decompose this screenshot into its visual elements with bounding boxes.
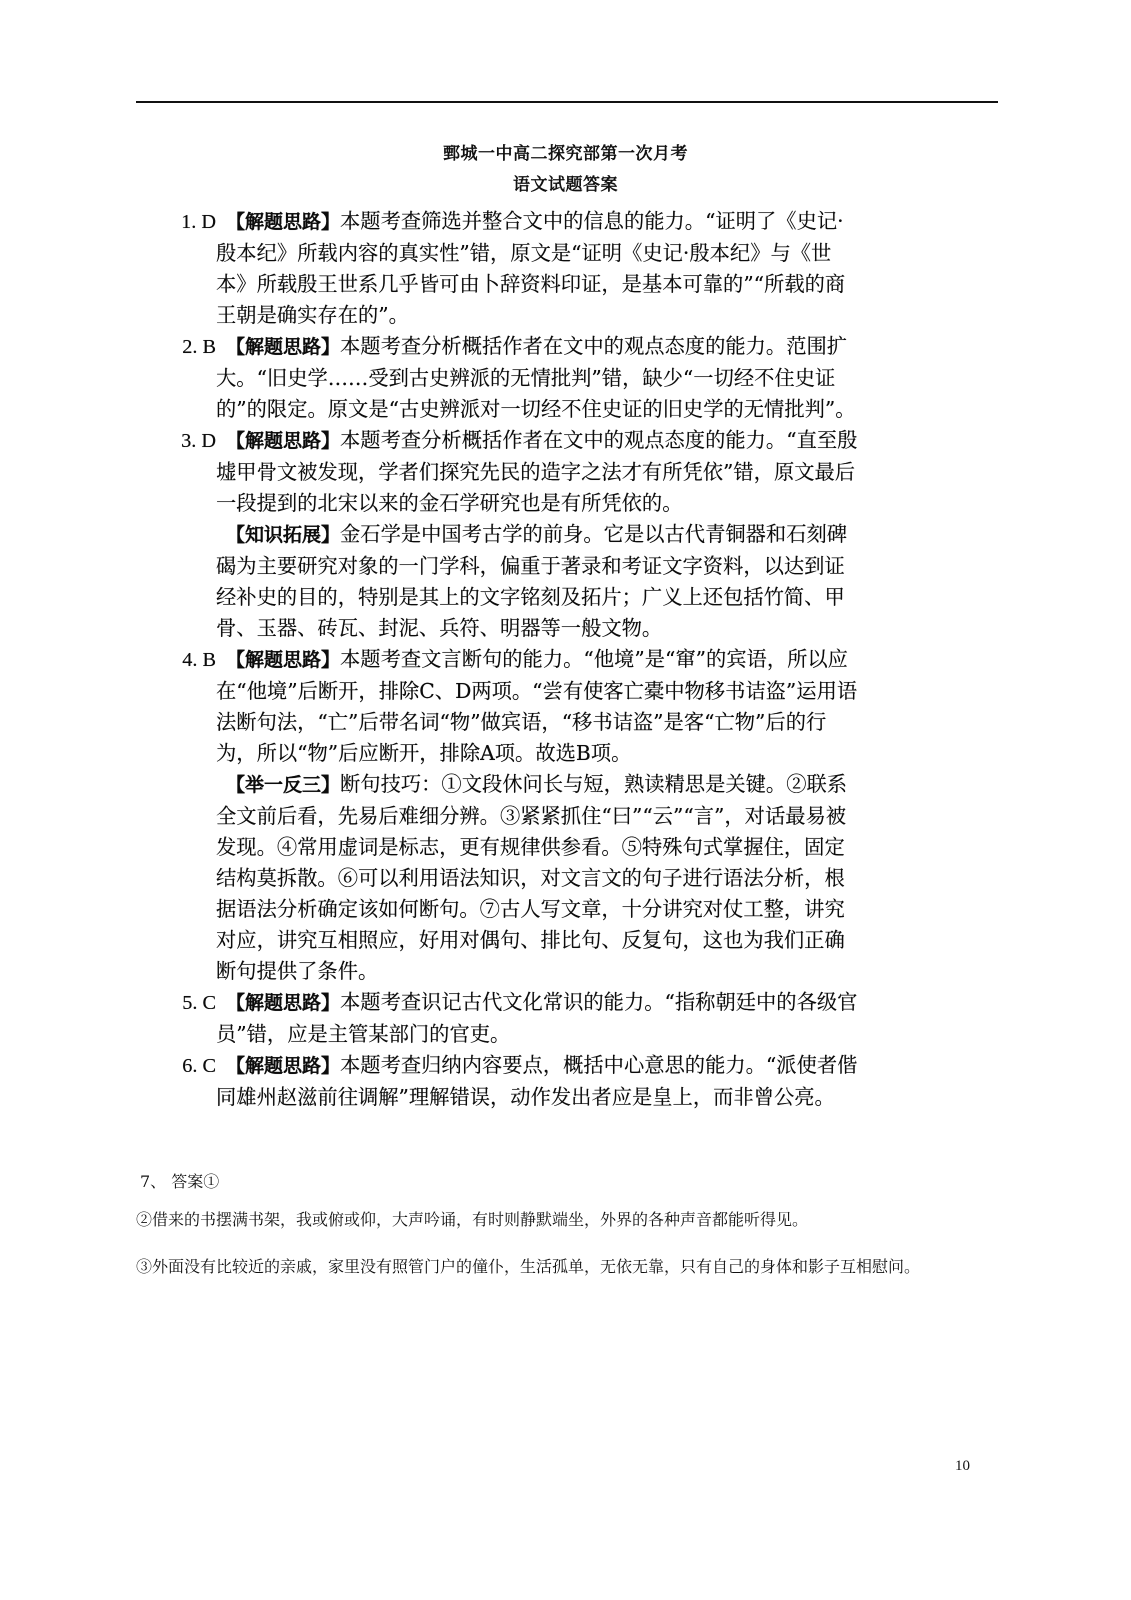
answer-text: 本题考查筛选并整合文中的信息的能力。“证明了《史记·殷本纪》所载内容的真实性”错，原文是“证明《史记·殷本纪》与《世本》所载殷王世系几乎皆可由卜辞资料印证，是基本可靠的”“所载的商王朝是确实存在的”。 [216,209,846,327]
answer-tag: 【解题思路】 [226,649,341,671]
answer-paragraph [136,206,858,331]
answer-paragraph [136,425,858,519]
page-number: 10 [955,1458,970,1474]
header-rule [136,101,998,103]
answer-tag: 【解题思路】 [226,992,341,1014]
answer-item-4 [136,644,858,987]
answer-number: 1. D [181,211,216,233]
answer-item-1 [136,206,858,331]
answer-tag: 【解题思路】 [226,211,341,233]
question-7-answer-2: ②借来的书摆满书架，我或俯或仰，大声吟诵，有时则静默端坐，外界的各种声音都能听得见。 [136,1210,809,1229]
answer-item-6 [136,1050,858,1113]
answer-paragraph [136,644,858,769]
tips-tag: 【举一反三】 [226,774,341,796]
document-subtitle: 语文试题答案 [513,175,618,195]
answer-number: 3. D [181,430,216,452]
answer-item-5 [136,987,858,1050]
answer-text: 本题考查分析概括作者在文中的观点态度的能力。范围扩大。“旧史学……受到古史辨派的无情批判”错，缺少“一切经不住史证的”的限定。原文是“古史辨派对一切经不住史证的旧史学的无情批判”。 [216,334,856,421]
answer-paragraph [136,987,858,1050]
answer-number: 2. B [182,336,216,358]
document-title: 鄄城一中高二探究部第一次月考 [443,144,688,164]
answer-number: 4. B [182,649,216,671]
answer-item-3 [136,425,858,644]
answer-paragraph [136,331,858,425]
answer-text: 本题考查识记古代文化常识的能力。“指称朝廷中的各级官员”错，应是主管某部门的官吏。 [216,990,858,1046]
answer-tag: 【解题思路】 [226,430,341,452]
answer-number: 5. C [182,992,216,1014]
answer-text: 本题考查文言断句的能力。“他境”是“窜”的宾语，所以应在“他境”后断开，排除C、D两项。“尝有使客亡橐中物移书诘盗”运用语法断句法，“亡”后带名词“物”做宾语，“移书诘盗”是客“亡物”后的行为，所以“物”后应断开，排除A项。故选B项。 [216,647,858,765]
extension-text: 金石学是中国考古学的前身。它是以古代青铜器和石刻碑碣为主要研究对象的一门学科，偏重于著录和考证文字资料，以达到证经补史的目的，特别是其上的文字铭刻及拓片；广义上还包括竹简、甲骨、玉器、砖瓦、封泥、兵符、明器等一般文物。 [216,522,848,640]
extension-tag: 【知识拓展】 [226,524,341,546]
tips-text: 断句技巧：①文段休问长与短，熟读精思是关键。②联系全文前后看，先易后难细分辨。③紧紧抓住“曰”“云”“言”，对话最易被发现。④常用虚词是标志，更有规律供参看。⑤特殊句式掌握住，固定结构莫拆散。⑥可以利用语法知识，对文言文的句子进行语法分析，根据语法分析确定该如何断句。⑦古人写文章，十分讲究对仗工整，讲究对应，讲究互相照应，好用对偶句、排比句、反复句，这也为我们正确断句提供了条件。 [216,772,848,983]
answer-text: 本题考查分析概括作者在文中的观点态度的能力。“直至殷墟甲骨文被发现，学者们探究先民的造字之法才有所凭依”错，原文最后一段提到的北宋以来的金石学研究也是有所凭依的。 [216,428,858,515]
question-7-answer-3: ③外面没有比较近的亲戚，家里没有照管门户的僮仆，生活孤单，无依无靠，只有自己的身体和影子互相慰问。 [136,1257,921,1276]
answer-item-2 [136,331,858,425]
answer-number: 6. C [182,1055,216,1077]
scanned-answer-image [136,206,858,1164]
inference-tips [136,769,858,987]
knowledge-extension [136,519,858,644]
answer-tag: 【解题思路】 [226,336,341,358]
answer-paragraph [136,1050,858,1113]
answer-text: 本题考查归纳内容要点，概括中心意思的能力。“派使者偕同雄州赵滋前往调解”理解错误，动作发出者应是皇上，而非曾公亮。 [216,1053,858,1109]
answer-tag: 【解题思路】 [226,1055,341,1077]
question-7-heading: 7、 答案① [140,1172,220,1191]
